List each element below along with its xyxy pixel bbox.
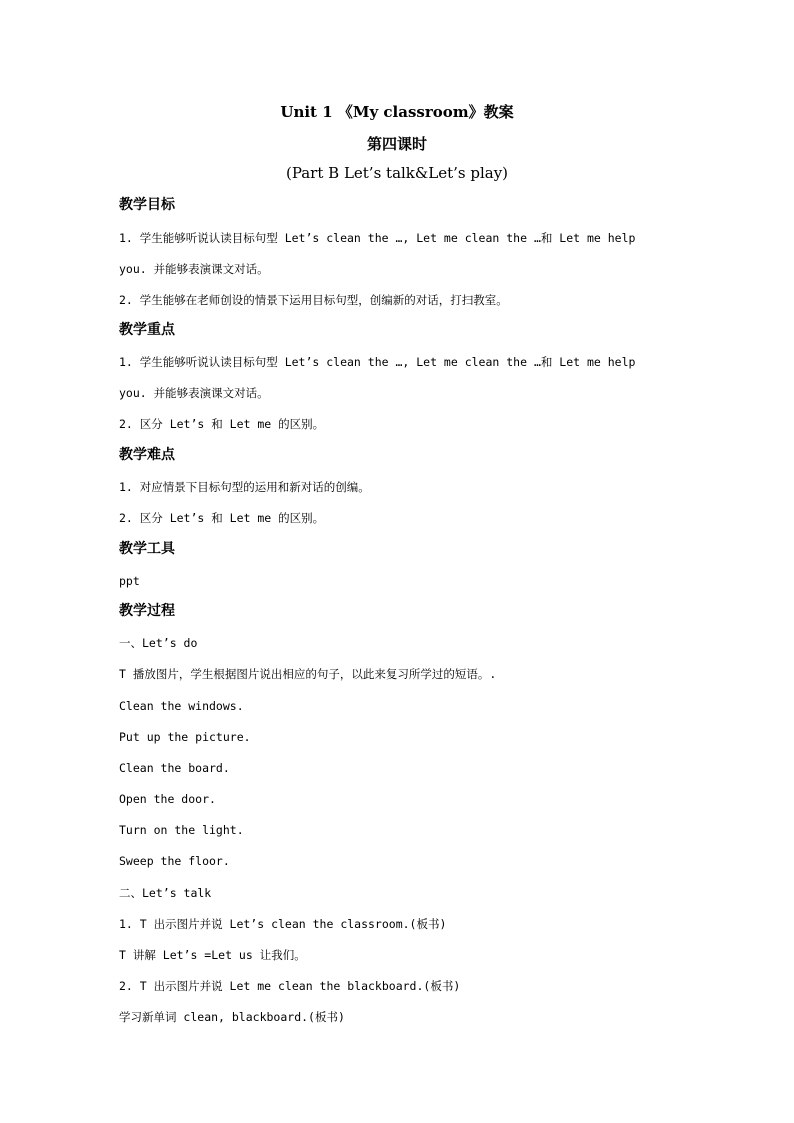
difficulties-item-1: 1. 对应情景下目标句型的运用和新对话的创编。 [119,480,370,494]
key-points-item-2: 2. 区分 Let’s 和 Let me 的区别。 [119,417,325,431]
phrase-item: Sweep the floor. [119,854,230,868]
objectives-item-1-line-1: 1. 学生能够听说认读目标句型 Let’s clean the …, Let me clean the …和 Let me help [119,231,636,245]
difficulties-heading: 教学难点 [119,447,175,463]
key-points-item-1-line-2: you. 并能够表演课文对话。 [119,386,269,400]
process-step-1-title: 一、Let’s do [119,636,198,650]
lesson-number: 第四课时 [366,135,427,153]
phrase-item: Clean the windows. [119,699,244,713]
lesson-part: (Part B Let’s talk&Let’s play) [285,164,509,182]
key-points-heading: 教学重点 [119,322,175,338]
process-step-2-note-1: T 讲解 Let’s =Let us 让我们。 [119,948,306,962]
difficulties-item-2: 2. 区分 Let’s 和 Let me 的区别。 [119,511,325,525]
phrase-item: Open the door. [119,792,216,806]
key-points-item-1-line-1: 1. 学生能够听说认读目标句型 Let’s clean the …, Let me clean the …和 Let me help [119,355,636,369]
process-step-2-item-1: 1. T 出示图片并说 Let’s clean the classroom.(板书) [119,917,447,931]
objectives-item-2: 2. 学生能够在老师创设的情景下运用目标句型，创编新的对话，打扫教室。 [119,293,508,307]
tools-item-1: ppt [119,574,140,588]
process-step-2-item-2: 2. T 出示图片并说 Let me clean the blackboard.(板书) [119,979,461,993]
phrase-item: Clean the board. [119,761,230,775]
process-step-1-intro: T 播放图片，学生根据图片说出相应的句子，以此来复习所学过的短语。. [119,667,497,681]
process-step-2-note-2: 学习新单词 clean, blackboard.(板书) [119,1010,345,1024]
document-title: Unit 1 《My classroom》教案 [280,103,514,121]
phrase-item: Put up the picture. [119,730,251,744]
process-heading: 教学过程 [119,603,175,619]
objectives-item-1-line-2: you. 并能够表演课文对话。 [119,262,269,276]
tools-heading: 教学工具 [119,541,175,557]
objectives-heading: 教学目标 [119,197,175,213]
phrase-item: Turn on the light. [119,823,244,837]
process-step-2-title: 二、Let’s talk [119,886,212,900]
